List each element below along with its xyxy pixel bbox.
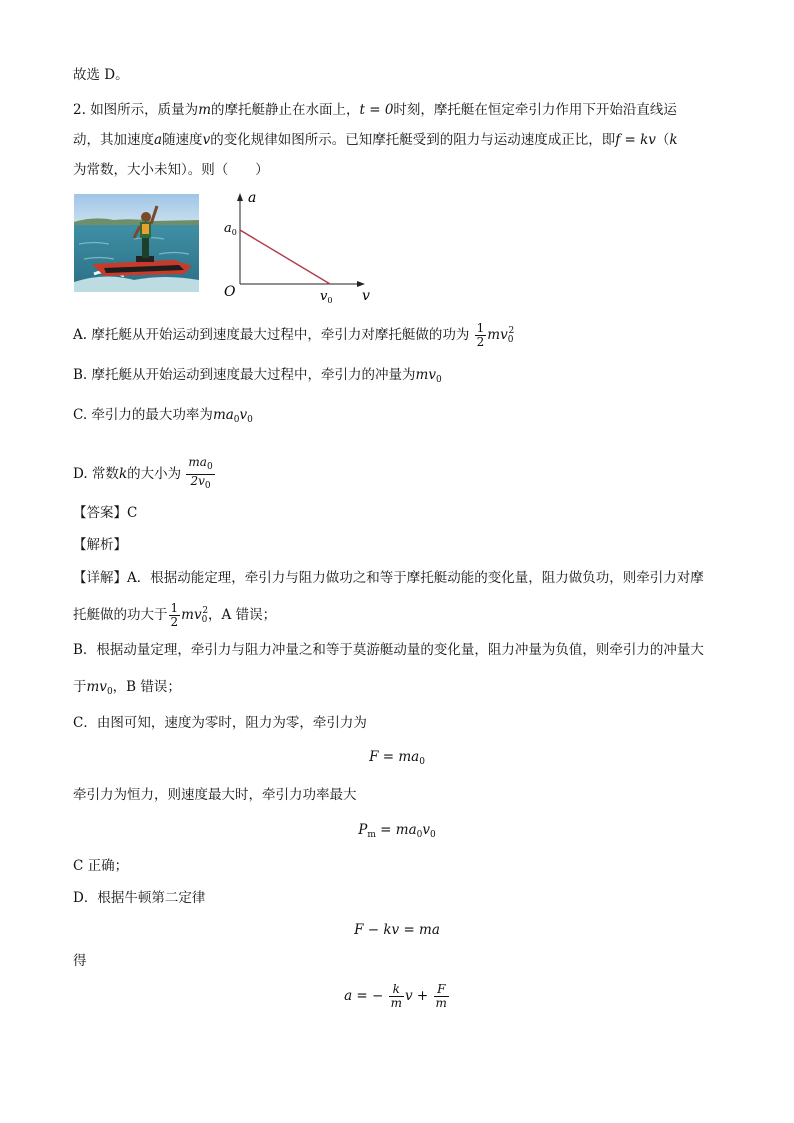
detail-c-line-3: C 正确；: [73, 858, 129, 874]
fraction-half-detail: $\frac{1}{2}$: [170, 601, 179, 629]
equation-f-ma0: $F = ma_0$: [369, 749, 425, 767]
detail-b-line-1: B．根据动量定理，牵引力与阻力冲量之和等于莫游艇动量的变化量，阻力冲量为负值，则牵引力的冲量大: [73, 642, 704, 658]
fraction-ma0-over-2v0: $\frac{ma_0}{2v_0}$: [188, 455, 213, 491]
answer-label: 【答案】C: [73, 505, 138, 521]
a0-tick-label: $a_0$: [224, 221, 237, 237]
v0-tick-label: $v_0$: [320, 289, 333, 305]
acceleration-velocity-graph: [222, 188, 382, 308]
option-c[interactable]: C. 牵引力的最大功率为$ma_0v_0$: [73, 407, 253, 425]
jet-ski-photo: [74, 194, 199, 292]
detail-c-line-2: 牵引力为恒力，则速度最大时，牵引力功率最大: [73, 787, 357, 803]
detail-a-line-1: 【详解】A．根据动能定理，牵引力与阻力做功之和等于摩托艇动能的变化量，阻力做负功，则牵引力对摩: [73, 570, 704, 586]
question-line-3: 为常数，大小未知）。则（ ）: [73, 162, 269, 178]
equation-newton: F − kv = ma: [354, 922, 440, 938]
y-axis-label: a: [248, 190, 257, 206]
previous-answer-line: 故选 D。: [73, 67, 129, 83]
detail-c-line-1: C．由图可知，速度为零时，阻力为零，牵引力为: [73, 715, 367, 731]
option-a[interactable]: A. 摩托艇从开始运动到速度最大过程中，牵引力对摩托艇做的功为 $\frac{1}{2}$ $mv_0^2$: [73, 321, 515, 349]
equation-pm: $P_m = ma_0v_0$: [358, 822, 436, 840]
detail-d-line-2: 得: [73, 953, 87, 969]
equation-a: a = − $\frac{k}{m}$ v + $\frac{F}{m}$: [344, 982, 447, 1010]
a-v-line: [240, 230, 330, 284]
option-b[interactable]: B. 摩托艇从开始运动到速度最大过程中，牵引力的冲量为$mv_0$: [73, 367, 442, 385]
fraction-half: $\frac{1}{2}$: [476, 321, 485, 349]
question-line-1: 2. 如图所示，质量为m的摩托艇静止在水面上，t = 0时刻，摩托艇在恒定牵引力作用下开始沿直线运: [73, 102, 677, 118]
x-axis-arrow: [357, 281, 365, 287]
detail-a-line-2: 托艇做的功大于 $\frac{1}{2}$ $mv_0^2$，A 错误；: [73, 601, 277, 629]
origin-label: O: [224, 284, 236, 300]
analysis-label: 【解析】: [73, 537, 127, 553]
detail-d-line-1: D．根据牛顿第二定律: [73, 890, 206, 906]
detail-b-line-2: 于$mv_0$，B 错误；: [73, 679, 181, 697]
question-line-2: 动，其加速度a随速度v的变化规律如图所示。已知摩托艇受到的阻力与运动速度成正比，即f = kv（k: [73, 132, 678, 148]
y-axis-arrow: [237, 193, 243, 201]
x-axis-label: v: [362, 288, 370, 304]
option-d[interactable]: D. 常数k的大小为 $\frac{ma_0}{2v_0}$: [73, 455, 213, 491]
